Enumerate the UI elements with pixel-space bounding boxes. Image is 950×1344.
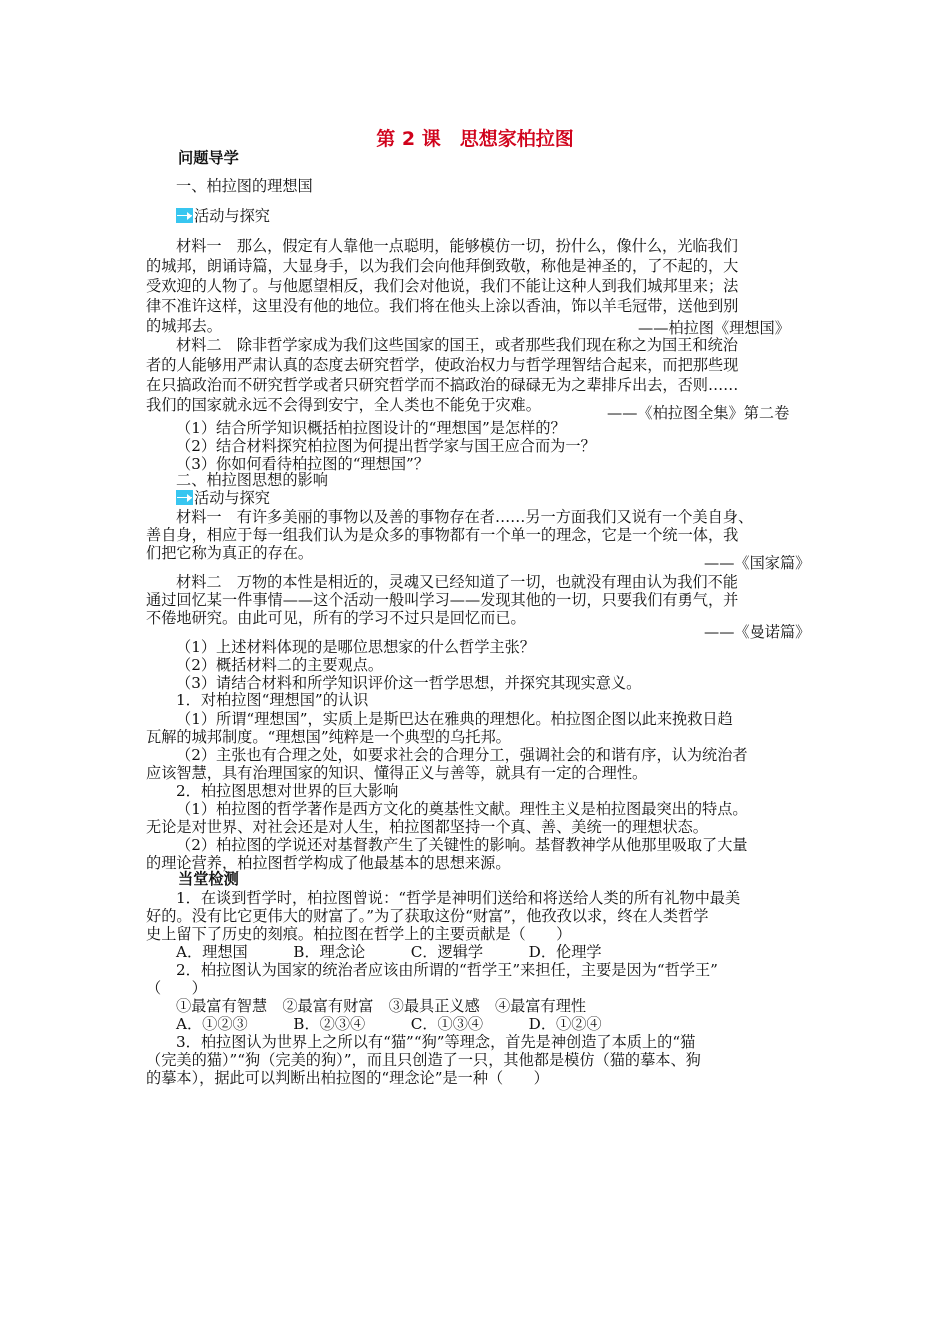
text-content: （1）结合所学知识概括柏拉图设计的“理想国”是怎样的？ — [176, 419, 566, 437]
text-line — [176, 745, 748, 765]
text-content: （2）柏拉图的学说还对基督教产生了关键性的影响。基督教神学从他那里吸取了大量 — [176, 836, 748, 854]
text-line — [146, 1068, 549, 1088]
section-heading — [178, 869, 239, 889]
text-content: （2）主张也有合理之处，如要求社会的合理分工，强调社会的和谐有序，认为统治者 — [176, 746, 748, 764]
text-content: 通过回忆某一件事情——这个活动一般叫学习——发现其他的一切，只要我们有勇气，并 — [146, 591, 739, 609]
section-heading — [178, 148, 239, 168]
text-line — [146, 906, 708, 926]
text-line — [176, 335, 738, 355]
text-line — [146, 978, 207, 998]
text-line — [176, 781, 398, 801]
text-line — [146, 590, 738, 610]
text-line — [176, 507, 753, 527]
text-line — [146, 296, 738, 316]
text-line — [176, 637, 535, 657]
text-content: 材料一 有许多美丽的事物以及善的事物存在者……另一方面我们又说有一个美自身、 — [176, 508, 754, 526]
text-line — [176, 236, 738, 256]
text-content: 材料二 除非哲学家成为我们这些国家的国王，或者那些我们现在称之为国王和统治 — [176, 336, 738, 354]
text-line — [176, 835, 748, 855]
text-line — [704, 553, 810, 573]
text-content: （3）你如何看待柏拉图的“理想国”？ — [176, 455, 430, 473]
text-content: （2）概括材料二的主要观点。 — [176, 656, 384, 674]
text-line — [146, 375, 738, 395]
text-line — [607, 403, 789, 423]
text-content: 活动与探究 — [194, 489, 270, 507]
text-line — [176, 470, 328, 490]
text-content: 应该智慧，具有治理国家的知识、懂得正义与善等，就具有一定的合理性。 — [146, 764, 648, 782]
text-content: （1）所谓“理想国”，实质上是斯巴达在雅典的理想化。柏拉图企图以此来挽救日趋 — [176, 710, 733, 728]
text-line — [146, 1050, 701, 1070]
text-line — [176, 996, 586, 1016]
text-line — [146, 763, 647, 783]
text-line — [176, 888, 740, 908]
text-content: 在只搞政治而不研究哲学或者只研究哲学而不搞政治的碌碌无为之辈排斥出去，否则…… — [146, 376, 739, 394]
text-content: ①最富有智慧 ②最富有财富 ③最具正义感 ④最富有理性 — [176, 997, 587, 1015]
arrow-right-icon — [176, 490, 193, 505]
text-content: 的摹本），据此可以判断出柏拉图的“理念论”是一种（ ） — [146, 1069, 549, 1087]
text-line — [146, 316, 222, 336]
text-content: 一、柏拉图的理想国 — [176, 177, 313, 195]
text-content: （ ） — [146, 979, 207, 997]
text-line — [176, 655, 383, 675]
text-line — [176, 572, 738, 592]
text-content: 善自身，相应于每一组我们认为是众多的事物都有一个单一的理念，它是一个统一体，我 — [146, 526, 739, 544]
text-line — [146, 727, 511, 747]
text-content: 者的人能够用严肃认真的态度去研究哲学，使政治权力与哲学理智结合起来，而把那些现 — [146, 356, 739, 374]
text-content: 问题导学 — [178, 149, 239, 167]
text-content: 的理论营养，柏拉图哲学构成了他最基本的思想来源。 — [146, 854, 511, 872]
text-content: 的城邦，朗诵诗篇，大显身手，以为我们会向他拜倒致敬，称他是神圣的，了不起的，大 — [146, 257, 739, 275]
text-line — [176, 206, 270, 226]
text-line — [176, 176, 313, 196]
text-content: 当堂检测 — [178, 870, 239, 888]
text-content: 好的。没有比它更伟大的财富了。”为了获取这份“财富”，他孜孜以求，终在人类哲学 — [146, 907, 709, 925]
text-content: 我们的国家就永远不会得到安宁，全人类也不能免于灾难。 — [146, 396, 541, 414]
text-line — [176, 488, 270, 508]
text-content: ——《柏拉图全集》第二卷 — [607, 404, 790, 422]
text-content: A．理想国 B．理念论 C．逻辑学 D．伦理学 — [176, 943, 602, 961]
text-content: 二、柏拉图思想的影响 — [176, 471, 328, 489]
text-content: 瓦解的城邦制度。“理想国”纯粹是一个典型的乌托邦。 — [146, 728, 511, 746]
text-line — [176, 942, 602, 962]
page-title: 第 2 课 思想家柏拉图 — [376, 128, 574, 150]
text-line — [146, 924, 571, 944]
text-line — [146, 355, 738, 375]
text-line — [176, 436, 596, 456]
text-content: （3）请结合材料和所学知识评价这一哲学思想，并探究其现实意义。 — [176, 674, 642, 692]
text-content: ——柏拉图《理想国》 — [638, 319, 790, 337]
text-line — [176, 960, 718, 980]
text-content: 材料一 那么，假定有人靠他一点聪明，能够模仿一切，扮什么，像什么，光临我们 — [176, 237, 738, 255]
text-line — [146, 525, 738, 545]
text-content: 无论是对世界、对社会还是对人生，柏拉图都坚持一个真、善、美统一的理想状态。 — [146, 818, 708, 836]
text-line — [176, 709, 733, 729]
text-line — [176, 1014, 602, 1034]
text-content: （1）柏拉图的哲学著作是西方文化的奠基性文献。理性主义是柏拉图最突出的特点。 — [176, 800, 748, 818]
text-content: （2）结合材料探究柏拉图为何提出哲学家与国王应合而为一？ — [176, 437, 596, 455]
text-content: 们把它称为真正的存在。 — [146, 544, 314, 562]
text-content: 1．在谈到哲学时，柏拉图曾说：“哲学是神明们送给和将送给人类的所有礼物中最美 — [176, 889, 741, 907]
text-line — [146, 395, 541, 415]
text-content: 2．柏拉图思想对世界的巨大影响 — [176, 782, 399, 800]
text-content: A．①②③ B．②③④ C．①③④ D．①②④ — [176, 1015, 602, 1033]
text-content: ——《国家篇》 — [704, 554, 811, 572]
text-line — [176, 1032, 695, 1052]
text-content: 1．对柏拉图“理想国”的认识 — [176, 691, 369, 709]
text-line — [176, 418, 566, 438]
text-content: （完美的猫）”“狗（完美的狗）”，而且只创造了一只，其他都是模仿（猫的摹本、狗 — [146, 1051, 701, 1069]
text-content: 的城邦去。 — [146, 317, 222, 335]
text-content: （1）上述材料体现的是哪位思想家的什么哲学主张？ — [176, 638, 535, 656]
text-content: 材料二 万物的本性是相近的，灵魂又已经知道了一切，也就没有理由认为我们不能 — [176, 573, 738, 591]
text-content: 不倦地研究。由此可见，所有的学习不过只是回忆而已。 — [146, 609, 526, 627]
text-content: 3．柏拉图认为世界上之所以有“猫”“狗”等理念，首先是神创造了本质上的“猫 — [176, 1033, 696, 1051]
arrow-right-icon — [176, 208, 193, 223]
text-content: 活动与探究 — [194, 207, 270, 225]
text-line — [146, 543, 313, 563]
text-line — [146, 817, 708, 837]
text-line — [704, 622, 810, 642]
text-content: 史上留下了历史的刻痕。柏拉图在哲学上的主要贡献是（ ） — [146, 925, 572, 943]
text-content: 律不准许这样，这里没有他的地位。我们将在他头上涂以香油，饰以羊毛冠带，送他到别 — [146, 297, 739, 315]
text-content: ——《曼诺篇》 — [704, 623, 811, 641]
text-line — [146, 608, 526, 628]
text-line — [176, 690, 368, 710]
text-line — [146, 256, 738, 276]
text-content: 受欢迎的人物了。与他愿望相反，我们会对他说，我们不能让这种人到我们城邦里来；法 — [146, 277, 739, 295]
text-content: 2．柏拉图认为国家的统治者应该由所谓的“哲学王”来担任，主要是因为“哲学王” — [176, 961, 718, 979]
text-line — [146, 276, 738, 296]
text-line — [176, 799, 748, 819]
